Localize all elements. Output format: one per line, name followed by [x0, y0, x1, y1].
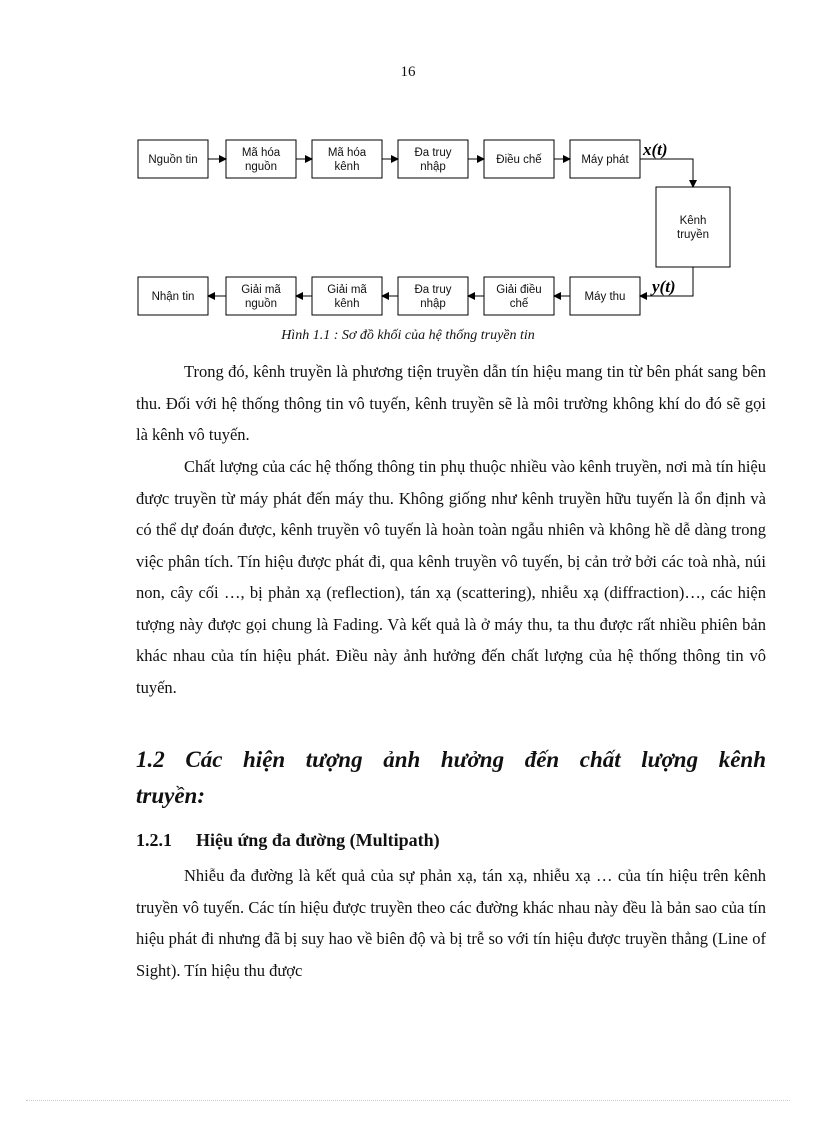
- block-giai-ma-kenh-label: kênh: [334, 298, 360, 310]
- block-may-phat: [570, 140, 640, 178]
- block-nhan-tin: [138, 277, 208, 315]
- block-da-truy-nhap-tx-label: Đa truy: [414, 147, 452, 159]
- tx-signal-label: x(t): [643, 140, 668, 159]
- paragraph-2-text: Chất lượng của các hệ thống thông tin phụ thuộc nhiều vào kênh truyền, nơi mà tín hiệu được truyền từ máy phát đến máy thu. Không giống như kênh truyền hữu tuyến là ổn định và có thể dự đoán được, kênh truyền vô tuyến là hoàn toàn ngẫu nhiên và không hề dễ dàng trong việc phân tích. Tín hiệu được phát đi, qua kênh truyền vô tuyến, bị cản trở bởi các toà nhà, núi non, cây cối …, bị phản xạ (reflection), tán xạ (scattering), nhiễu xạ (diffraction)…, các hiện tượng này được gọi chung là Fading. Và kết quả là ở máy thu, ta thu được rất nhiều phiên bản khác nhau của tín hiệu phát. Điều này ảnh hưởng đến chất lượng của hệ thống thông tin vô tuyến.: [136, 457, 766, 697]
- subsection-heading-1-2-1: [136, 830, 440, 851]
- block-giai-dieu-che: [484, 277, 554, 315]
- block-kenh-truyen: [656, 187, 730, 267]
- block-ma-hoa-nguon-label: nguồn: [245, 161, 277, 173]
- subsection-title: Hiệu ứng đa đường (Multipath): [196, 830, 440, 850]
- paragraph-1-text: Trong đó, kênh truyền là phương tiện truyền dẫn tín hiệu mang tin từ bên phát sang bên thu. Đối với hệ thống thông tin vô tuyến, kênh truyền sẽ là môi trường không khí do đó sẽ gọi là kênh vô tuyến.: [136, 362, 766, 444]
- paragraph-3-text: Nhiễu đa đường là kết quả của sự phản xạ, tán xạ, nhiễu xạ … của tín hiệu trên kênh truyền vô tuyến. Các tín hiệu được truyền theo các đường khác nhau này đều là bản sao của tín hiệu phát đi nhưng đã bị suy hao về biên độ và bị trễ so với tín hiệu được truyền thẳng (Line of Sight). Tín hiệu thu được: [136, 866, 766, 980]
- block-may-thu: [570, 277, 640, 315]
- arrow-to-channel: [640, 159, 693, 187]
- block-da-truy-nhap-rx: [398, 277, 468, 315]
- block-giai-dieu-che-label: Giải điều: [496, 284, 542, 296]
- paragraph-2: [136, 451, 766, 703]
- block-giai-ma-nguon: [226, 277, 296, 315]
- block-nguon-tin-label: Nguồn tin: [148, 154, 198, 166]
- block-giai-ma-nguon-label: nguồn: [245, 298, 277, 310]
- block-diagram: [0, 0, 816, 330]
- block-nguon-tin: [138, 140, 208, 178]
- section-heading-1-2: 1.2 Các hiện tượng ảnh hưởng đến chất lượng kênh truyền:: [136, 747, 766, 808]
- block-giai-ma-kenh: [312, 277, 382, 315]
- block-ma-hoa-nguon-label: Mã hóa: [241, 147, 281, 159]
- block-nhan-tin-label: Nhận tin: [151, 291, 195, 303]
- block-dieu-che: [484, 140, 554, 178]
- block-ma-hoa-kenh: [312, 140, 382, 178]
- rx-signal-label: y(t): [652, 277, 676, 296]
- block-may-thu-label: Máy thu: [584, 291, 626, 303]
- block-giai-ma-kenh-label: Giải mã: [327, 284, 367, 296]
- block-giai-ma-nguon-label: Giải mã: [241, 284, 281, 296]
- block-ma-hoa-nguon: [226, 140, 296, 178]
- block-da-truy-nhap-rx-label: Đa truy: [414, 284, 452, 296]
- block-kenh-truyen-label: Kênh: [679, 215, 707, 227]
- block-ma-hoa-kenh-label: Mã hóa: [327, 147, 367, 159]
- block-da-truy-nhap-tx-label: nhập: [420, 161, 446, 173]
- block-da-truy-nhap-rx-label: nhập: [420, 298, 446, 310]
- page-number: 16: [400, 64, 416, 80]
- subsection-number: 1.2.1: [136, 830, 172, 850]
- block-da-truy-nhap-tx: [398, 140, 468, 178]
- block-kenh-truyen-label: truyền: [677, 229, 709, 241]
- footer-rule: [26, 1100, 790, 1101]
- paragraph-1: [136, 356, 766, 451]
- paragraph-3: [136, 860, 766, 986]
- block-giai-dieu-che-label: chế: [509, 298, 529, 310]
- block-dieu-che-label: Điều chế: [496, 154, 542, 166]
- block-may-phat-label: Máy phát: [581, 154, 629, 166]
- block-ma-hoa-kenh-label: kênh: [334, 161, 360, 173]
- figure-caption: Hình 1.1 : Sơ đồ khối của hệ thống truyền tin: [281, 328, 535, 343]
